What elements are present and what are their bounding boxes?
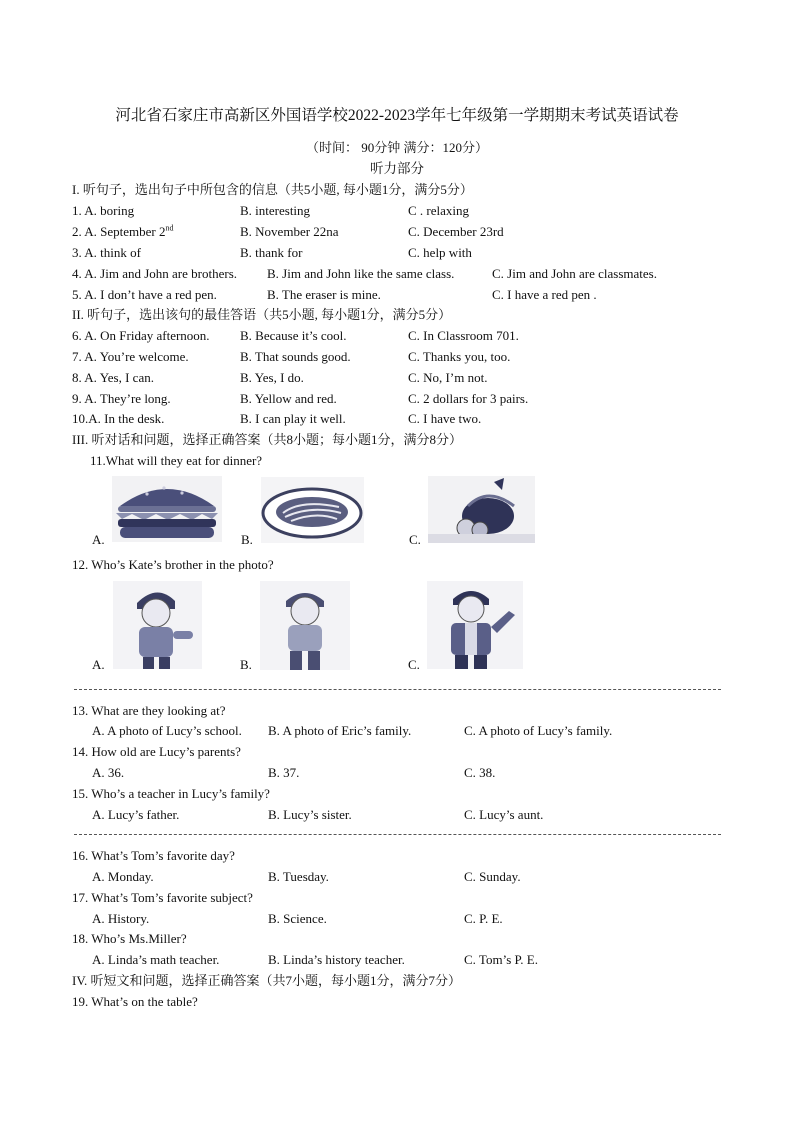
q16-option-c: C. Sunday. xyxy=(464,869,521,884)
q12-question: 12. Who’s Kate’s brother in the photo? xyxy=(72,557,274,572)
section-2-heading: II. 听句子，选出该句的最佳答语（共5小题, 每小题1分，满分5分） xyxy=(72,307,452,322)
q16-question: 16. What’s Tom’s favorite day? xyxy=(72,848,235,863)
q19-question: 19. What’s on the table? xyxy=(72,994,198,1009)
q14-option-c: C. 38. xyxy=(464,765,496,780)
q18-option-b: B. Linda’s history teacher. xyxy=(268,952,405,967)
q2-option-b: B. November 22na xyxy=(240,224,339,239)
q16-option-b: B. Tuesday. xyxy=(268,869,329,884)
hamburger-image xyxy=(112,476,222,542)
q7-option-a: 7. A. You’re welcome. xyxy=(72,349,189,364)
q17-question: 17. What’s Tom’s favorite subject? xyxy=(72,890,253,905)
q13-option-b: B. A photo of Eric’s family. xyxy=(268,723,412,738)
q12-label-b: B. xyxy=(240,657,252,672)
q17-option-a: A. History. xyxy=(92,911,150,926)
q9-option-b: B. Yellow and red. xyxy=(240,391,337,406)
q8-option-a: 8. A. Yes, I can. xyxy=(72,370,154,385)
q1-option-a: 1. A. boring xyxy=(72,203,135,218)
q8-option-c: C. No, I’m not. xyxy=(408,370,488,385)
boy-pointing-image xyxy=(113,581,202,669)
q5-option-a: 5. A. I don’t have a red pen. xyxy=(72,287,217,302)
noodle-plate-image xyxy=(261,477,364,543)
q13-question: 13. What are they looking at? xyxy=(72,703,226,718)
boy-waving-image xyxy=(427,581,523,669)
q12-label-a: A. xyxy=(92,657,105,672)
fruit-basket-image xyxy=(428,476,535,543)
q9-option-c: C. 2 dollars for 3 pairs. xyxy=(408,391,529,406)
q11-question: 11.What will they eat for dinner? xyxy=(90,453,263,468)
section-1-heading: I. 听句子，选出句子中所包含的信息（共5小题, 每小题1分，满分5分） xyxy=(72,182,473,197)
q11-label-a: A. xyxy=(92,532,105,547)
q11-label-b: B. xyxy=(241,532,253,547)
divider-2 xyxy=(74,834,721,835)
listening-part-heading: 听力部分 xyxy=(370,161,424,176)
q1-option-b: B. interesting xyxy=(240,203,311,218)
q5-option-c: C. I have a red pen . xyxy=(492,287,597,302)
q5-option-b: B. The eraser is mine. xyxy=(267,287,381,302)
q4-option-b: B. Jim and John like the same class. xyxy=(267,266,455,281)
q14-option-a: A. 36. xyxy=(92,765,125,780)
q6-option-a: 6. A. On Friday afternoon. xyxy=(72,328,210,343)
q2-option-c: C. December 23rd xyxy=(408,224,504,239)
q7-option-c: C. Thanks you, too. xyxy=(408,349,511,364)
q14-question: 14. How old are Lucy’s parents? xyxy=(72,744,241,759)
time-and-score: （时间： 90分钟 满分：120分） xyxy=(305,140,488,155)
q17-option-c: C. P. E. xyxy=(464,911,503,926)
q15-option-a: A. Lucy’s father. xyxy=(92,807,180,822)
q13-option-a: A. A photo of Lucy’s school. xyxy=(92,723,242,738)
q18-option-c: C. Tom’s P. E. xyxy=(464,952,538,967)
q11-label-c: C. xyxy=(409,532,421,547)
q16-option-a: A. Monday. xyxy=(92,869,154,884)
q18-option-a: A. Linda’s math teacher. xyxy=(92,952,220,967)
q2-option-a-suffix: nd xyxy=(165,223,174,233)
q10-option-b: B. I can play it well. xyxy=(240,411,346,426)
q1-option-c: C . relaxing xyxy=(408,203,470,218)
q2-option-a-text: 2. A. September 2 xyxy=(72,224,166,239)
boy-standing-image xyxy=(260,581,350,670)
q7-option-b: B. That sounds good. xyxy=(240,349,351,364)
q18-question: 18. Who’s Ms.Miller? xyxy=(72,931,187,946)
q13-option-c: C. A photo of Lucy’s family. xyxy=(464,723,613,738)
q15-option-b: B. Lucy’s sister. xyxy=(268,807,352,822)
q2-option-a xyxy=(72,224,174,240)
q9-option-a: 9. A. They’re long. xyxy=(72,391,171,406)
q3-option-a: 3. A. think of xyxy=(72,245,141,260)
q8-option-b: B. Yes, I do. xyxy=(240,370,304,385)
q6-option-b: B. Because it’s cool. xyxy=(240,328,347,343)
section-3-heading: III. 听对话和问题，选择正确答案（共8小题；每小题1分，满分8分） xyxy=(72,432,462,447)
q10-option-c: C. I have two. xyxy=(408,411,482,426)
q15-question: 15. Who’s a teacher in Lucy’s family? xyxy=(72,786,270,801)
q17-option-b: B. Science. xyxy=(268,911,327,926)
exam-title: 河北省石家庄市高新区外国语学校2022-2023学年七年级第一学期期末考试英语试卷 xyxy=(115,107,679,124)
q15-option-c: C. Lucy’s aunt. xyxy=(464,807,544,822)
q4-option-c: C. Jim and John are classmates. xyxy=(492,266,657,281)
q6-option-c: C. In Classroom 701. xyxy=(408,328,519,343)
section-4-heading: IV. 听短文和问题，选择正确答案（共7小题，每小题1分，满分7分） xyxy=(72,973,462,988)
q3-option-b: B. thank for xyxy=(240,245,303,260)
q3-option-c: C. help with xyxy=(408,245,472,260)
q4-option-a: 4. A. Jim and John are brothers. xyxy=(72,266,238,281)
q12-label-c: C. xyxy=(408,657,420,672)
q10-option-a: 10.A. In the desk. xyxy=(72,411,165,426)
q14-option-b: B. 37. xyxy=(268,765,300,780)
divider-1 xyxy=(74,689,721,690)
